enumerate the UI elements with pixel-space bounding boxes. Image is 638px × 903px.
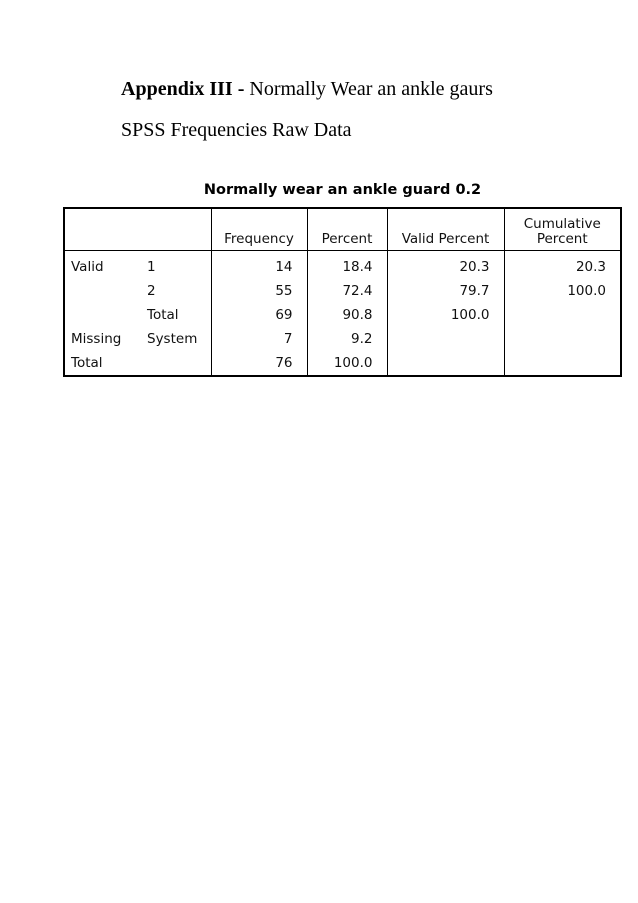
appendix-heading [121, 77, 493, 101]
row-group [64, 279, 141, 303]
cell-frequency: 14 [211, 251, 307, 280]
cell-percent: 90.8 [307, 303, 387, 327]
header-cumulative-line1: Cumulative [523, 216, 601, 232]
header-valid-percent: Valid Percent [387, 208, 504, 251]
row-label: System [141, 327, 211, 351]
cell-valid-percent [387, 327, 504, 351]
row-label: 2 [141, 279, 211, 303]
row-group: Total [71, 355, 103, 371]
table-title: Normally wear an ankle guard 0.2 [203, 182, 482, 198]
cell-frequency: 55 [211, 279, 307, 303]
cell-frequency: 69 [211, 303, 307, 327]
cell-cumulative-percent [504, 303, 621, 327]
table-row [64, 251, 621, 280]
cell-valid-percent: 20.3 [387, 251, 504, 280]
cell-cumulative-percent [504, 327, 621, 351]
cell-cumulative-percent: 20.3 [575, 259, 606, 275]
row-label: 1 [141, 251, 211, 280]
cell-frequency: 7 [211, 327, 307, 351]
cell-valid-percent: 79.7 [387, 279, 504, 303]
appendix-heading-text: Normally Wear an ankle gaurs [249, 78, 493, 100]
row-label [141, 351, 211, 376]
header-cumulative-percent [504, 208, 621, 251]
table-header-row [64, 208, 621, 251]
cell-cumulative-percent: 100.0 [567, 283, 606, 299]
header-empty-group [64, 208, 141, 251]
header-cumulative-line2: Percent [536, 231, 588, 247]
row-group: Valid [71, 259, 104, 275]
header-frequency: Frequency [211, 208, 307, 251]
table-row [64, 327, 621, 351]
cell-cumulative-percent [504, 351, 621, 376]
cell-percent: 18.4 [307, 251, 387, 280]
table-row [64, 279, 621, 303]
appendix-heading-bold: Appendix III - [121, 78, 245, 100]
cell-percent: 72.4 [307, 279, 387, 303]
frequencies-table [63, 207, 622, 377]
cell-valid-percent: 100.0 [387, 303, 504, 327]
cell-percent: 100.0 [307, 351, 387, 376]
cell-frequency: 76 [211, 351, 307, 376]
header-empty-label [141, 208, 211, 251]
cell-valid-percent [387, 351, 504, 376]
section-subheading: SPSS Frequencies Raw Data [121, 119, 352, 141]
table-row [64, 351, 621, 376]
row-group: Missing [71, 331, 122, 347]
row-label: Total [141, 303, 211, 327]
row-group [64, 303, 141, 327]
header-percent: Percent [307, 208, 387, 251]
table-row [64, 303, 621, 327]
cell-percent: 9.2 [307, 327, 387, 351]
